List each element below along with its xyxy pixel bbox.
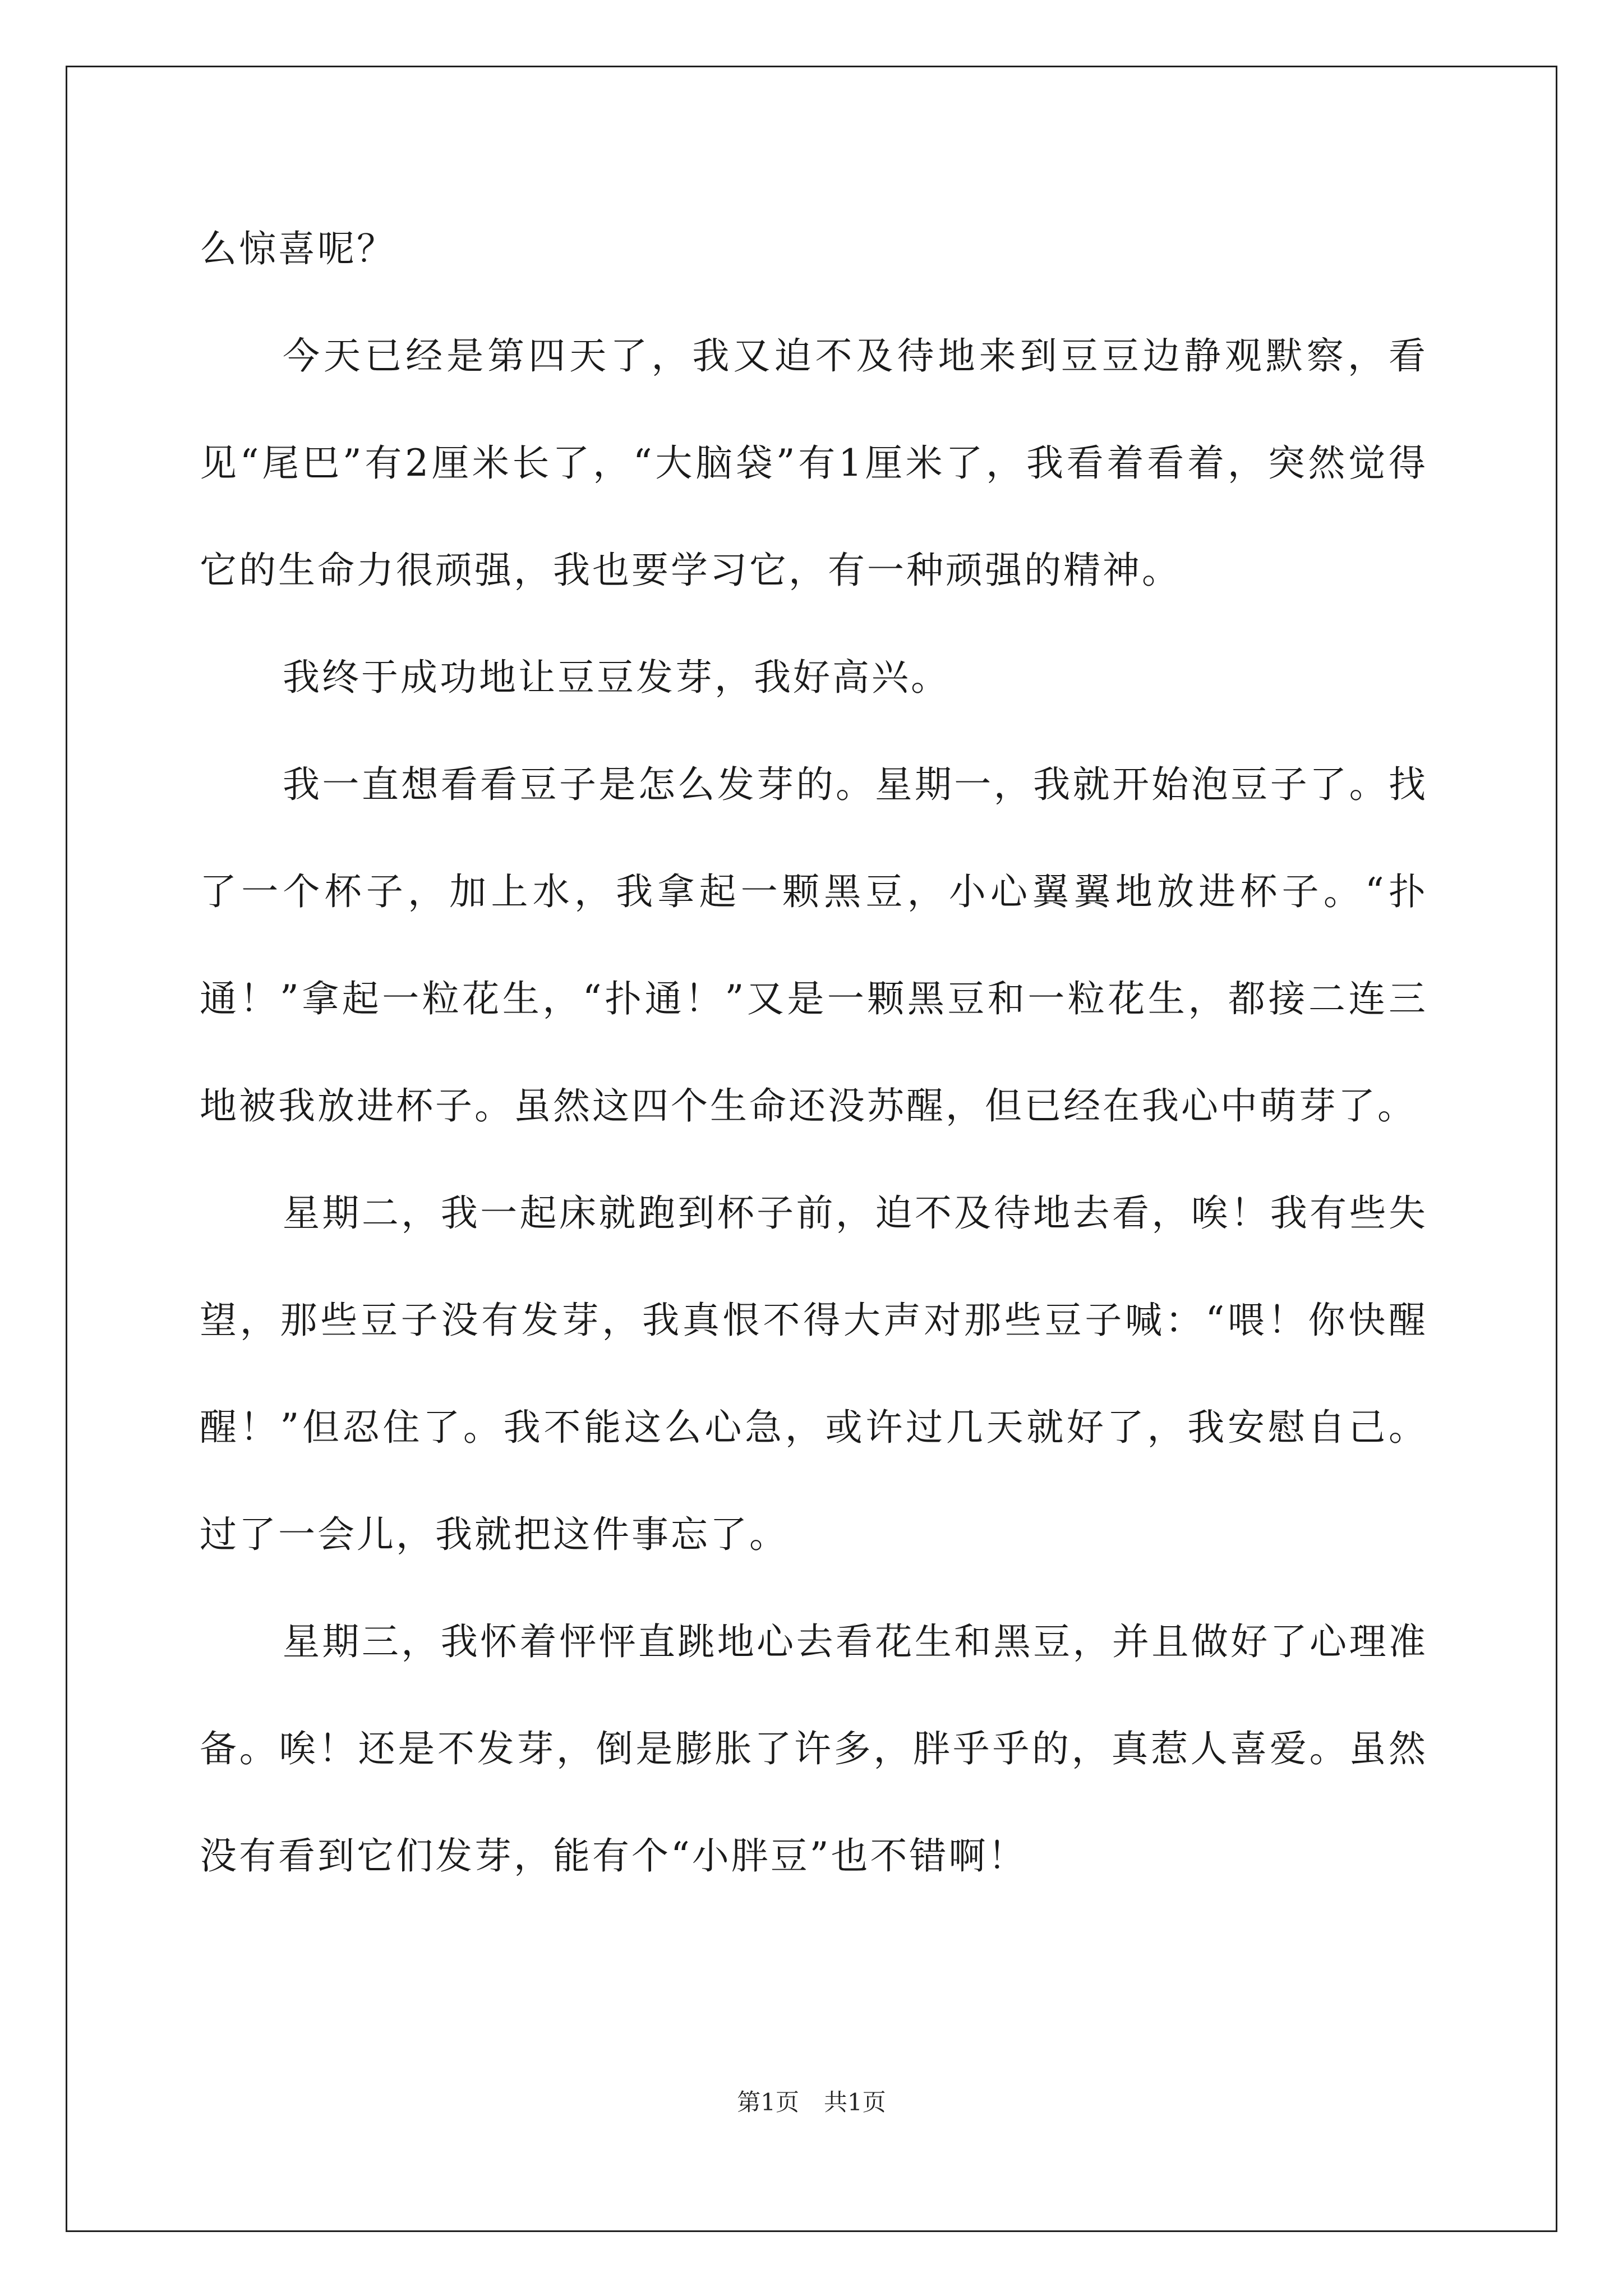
page-footer xyxy=(0,2086,1623,2119)
paragraph-4: 我一直想看看豆子是怎么发芽的。星期一，我就开始泡豆子了。找了一个杯子，加上水，我拿起一颗黑豆，小心翼翼地放进杯子。“扑通！”拿起一粒花生，“扑通！”又是一颗黑豆和一粒花生，都接二连三地被我放进杯子。虽然这四个生命还没苏醒，但已经在我心中萌芽了。 xyxy=(200,763,1428,1128)
page-total: 共1页 xyxy=(824,2088,886,2116)
paragraph-1: 么惊喜呢？ xyxy=(200,227,396,270)
page-number: 第1页 xyxy=(737,2088,799,2116)
paragraph-6: 星期三，我怀着怦怦直跳地心去看花生和黑豆，并且做好了心理准备。唉！还是不发芽，倒是膨胀了许多，胖乎乎的，真惹人喜爱。虽然没有看到它们发芽，能有个“小胖豆”也不错啊！ xyxy=(200,1620,1428,1878)
paragraph-2: 今天已经是第四天了，我又迫不及待地来到豆豆边静观默察，看见“尾巴”有2厘米长了，“大脑袋”有1厘米了，我看着看着，突然觉得它的生命力很顽强，我也要学习它，有一种顽强的精神。 xyxy=(200,334,1428,592)
document-body xyxy=(200,195,1428,1910)
paragraph-3: 我终于成功地让豆豆发芽，我好高兴。 xyxy=(283,656,950,699)
paragraph-5: 星期二，我一起床就跑到杯子前，迫不及待地去看，唉！我有些失望，那些豆子没有发芽，我真恨不得大声对那些豆子喊：“喂！你快醒醒！”但忍住了。我不能这么心急，或许过几天就好了，我安慰自己。过了一会儿，我就把这件事忘了。 xyxy=(200,1191,1428,1556)
